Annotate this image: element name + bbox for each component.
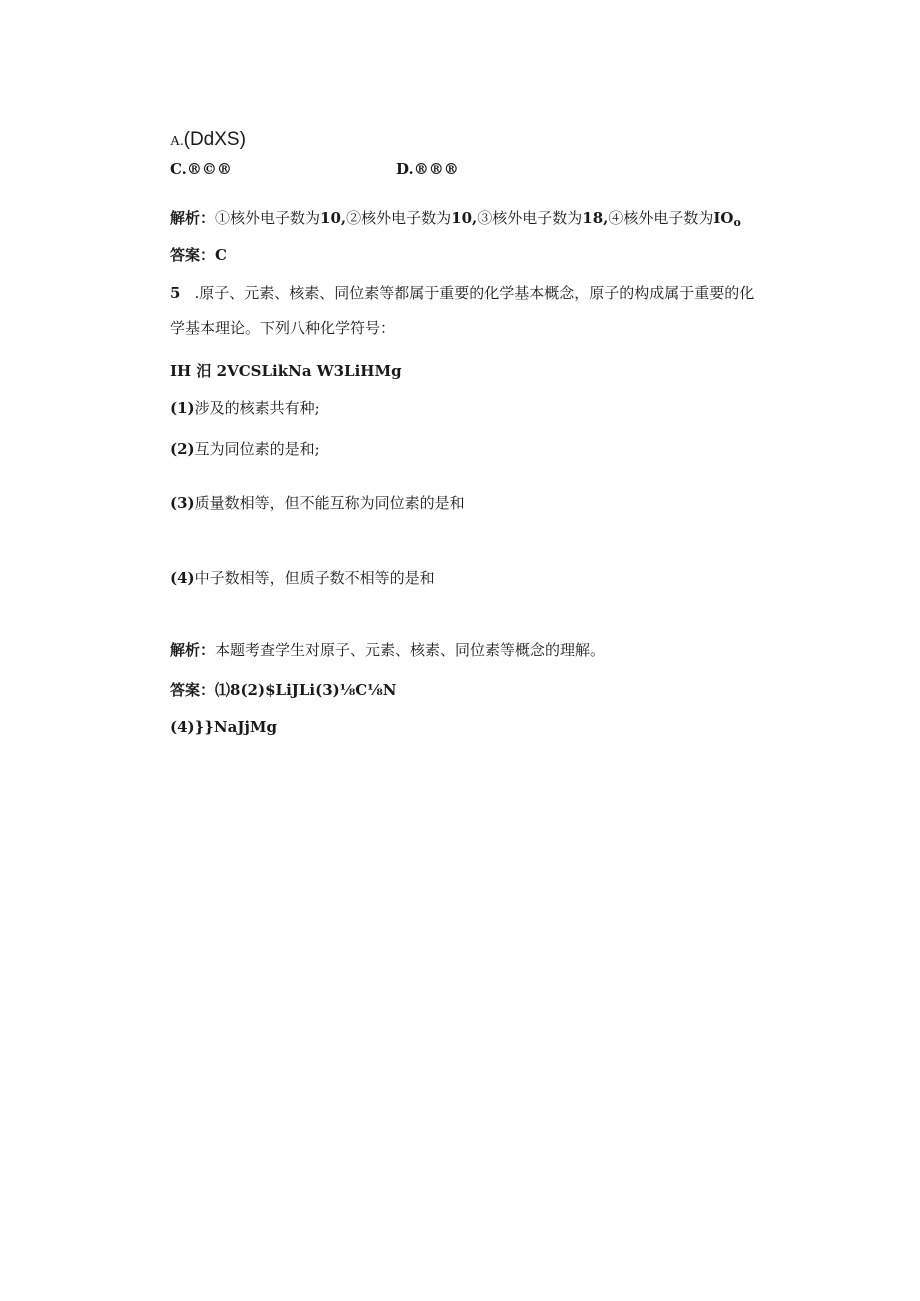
sub-question-text: 互为同位素的是和; xyxy=(194,440,320,458)
sub-question-number: (1) xyxy=(170,399,195,417)
option-c: C.®©® xyxy=(170,160,232,178)
q5-explanation xyxy=(170,640,605,660)
q5-sub4 xyxy=(170,568,435,588)
option-a xyxy=(170,130,246,152)
sub-question-text: 质量数相等，但不能互称为同位素的是和 xyxy=(194,494,465,512)
explanation-number: 10, xyxy=(451,209,478,227)
q4-explanation xyxy=(170,208,741,233)
explanation-text: 本题考查学生对原子、元素、核素、同位素等概念的理解。 xyxy=(215,641,606,659)
q5-sub2 xyxy=(170,439,320,459)
sub-question-text: 中子数相等，但质子数不相等的是和 xyxy=(194,569,435,587)
q4-answer xyxy=(170,245,227,265)
explanation-number: 10, xyxy=(320,209,347,227)
answer-value: ⑴8(2)$LiJLi(3)⅛C⅛N xyxy=(215,681,397,699)
answer-value: C xyxy=(215,246,227,264)
answer-label: 答案： xyxy=(170,681,216,699)
q5-sub3 xyxy=(170,493,465,513)
question-stem: .原子、元素、核素、同位素等都属于重要的化学基本概念，原子的构成属于重要的化 xyxy=(194,284,755,302)
question-number: 5 xyxy=(170,284,181,302)
explanation-part: ③核外电子数为 xyxy=(477,209,583,227)
explanation-label: 解析： xyxy=(170,641,216,659)
sub-question-number: (3) xyxy=(170,494,195,512)
option-a-prefix: A. xyxy=(170,134,184,149)
q5-sub1 xyxy=(170,398,320,418)
q5-stem-line2: 学基本理论。下列八种化学符号： xyxy=(170,319,396,337)
explanation-part: ①核外电子数为 xyxy=(215,209,321,227)
option-a-text: (DdXS) xyxy=(183,129,246,150)
explanation-part: ④核外电子数为 xyxy=(608,209,714,227)
explanation-number: IO xyxy=(713,209,734,227)
q5-answer-line1 xyxy=(170,680,396,700)
explanation-end: o xyxy=(733,216,741,229)
option-d: D.®®® xyxy=(396,160,459,178)
explanation-part: ②核外电子数为 xyxy=(346,209,452,227)
q5-answer-line2: (4)}}NaJjMg xyxy=(170,718,277,736)
q5-symbols: IH 汨 2VCSLikNa W3LiHMg xyxy=(170,362,402,380)
explanation-label: 解析： xyxy=(170,209,216,227)
explanation-number: 18, xyxy=(582,209,609,227)
sub-question-text: 涉及的核素共有种; xyxy=(194,399,320,417)
sub-question-number: (2) xyxy=(170,440,195,458)
sub-question-number: (4) xyxy=(170,569,195,587)
q5-stem-line1 xyxy=(170,283,754,303)
answer-label: 答案： xyxy=(170,246,216,264)
